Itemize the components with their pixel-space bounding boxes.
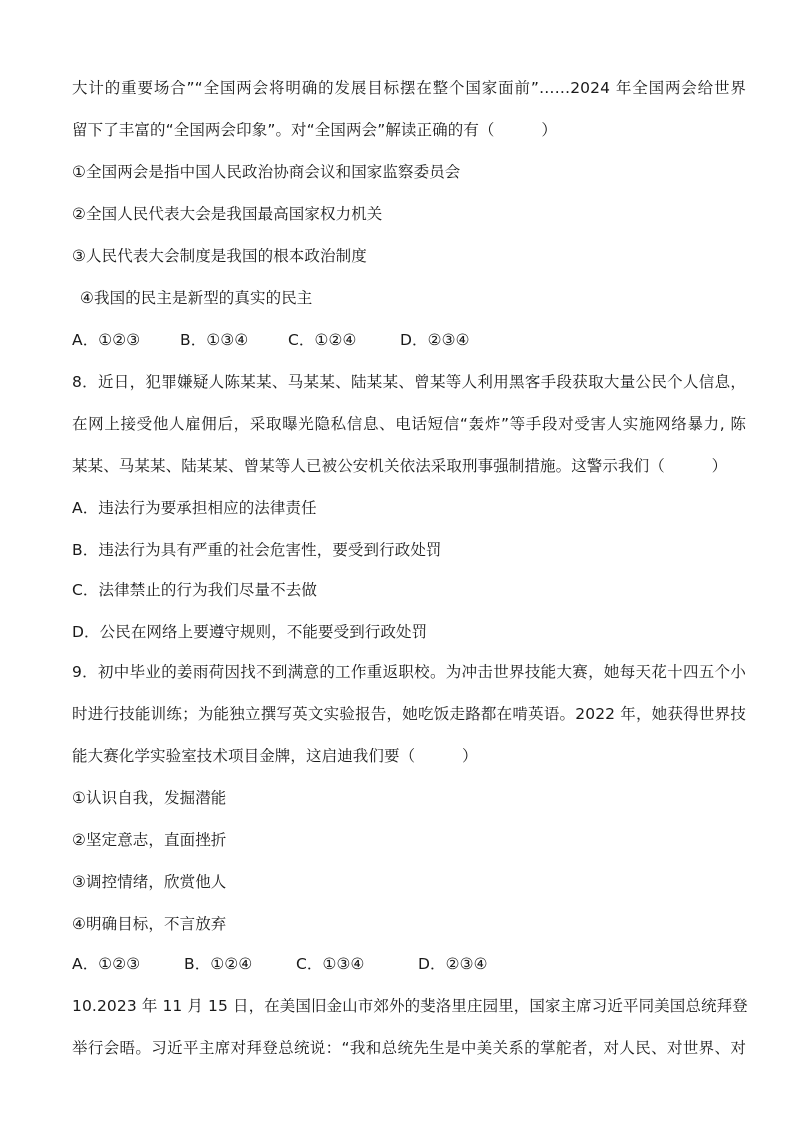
question-9-text-line-3: 能大赛化学实验室技术项目金牌，这启迪我们要（ ） — [72, 747, 478, 765]
question-7-text-line-2: 留下了丰富的“全国两会印象”。对“全国两会”解读正确的有（ ） — [72, 121, 557, 139]
question-9-text-line-2: 时进行技能训练；为能独立撰写英文实验报告，她吃饭走路都在啃英语。2022 年，她获得世界技 — [72, 705, 746, 723]
question-10-text-line-2: 举行会晤。习近平主席对拜登总统说：“我和总统先生是中美关系的掌舵者，对人民、对世界、对 — [72, 1039, 746, 1057]
question-9-text-line-1: 9．初中毕业的姜雨荷因找不到满意的工作重返职校。为冲击世界技能大赛，她每天花十四五个小 — [72, 663, 746, 681]
question-7-option-b[interactable]: B．①③④ — [180, 331, 249, 349]
question-9-statement-2: ②坚定意志，直面挫折 — [72, 831, 227, 849]
question-8-text-line-3: 某某、马某某、陆某某、曾某等人已被公安机关依法采取刑事强制措施。这警示我们（ ） — [72, 457, 728, 475]
question-9-option-c[interactable]: C．①③④ — [296, 955, 365, 973]
question-7-statement-4: ④我国的民主是新型的真实的民主 — [80, 289, 313, 307]
question-7-options — [72, 330, 746, 350]
question-7-option-c[interactable]: C．①②④ — [288, 331, 357, 349]
question-7-option-d[interactable]: D．②③④ — [400, 331, 470, 349]
question-9-option-b[interactable]: B．①②④ — [184, 955, 253, 973]
question-10-text-line-1: 10.2023 年 11 月 15 日，在美国旧金山市郊外的斐洛里庄园里，国家主席习近平同美国总统拜登 — [72, 997, 748, 1015]
question-9-statement-3: ③调控情绪，欣赏他人 — [72, 873, 227, 891]
question-7-option-a[interactable]: A．①②③ — [72, 331, 141, 349]
question-8-option-c[interactable]: C．法律禁止的行为我们尽量不去做 — [72, 581, 317, 599]
question-8-option-a[interactable]: A．违法行为要承担相应的法律责任 — [72, 499, 317, 517]
question-9-options — [72, 954, 746, 974]
question-9-statement-4: ④明确目标，不言放弃 — [72, 915, 227, 933]
question-9-statement-1: ①认识自我，发掘潜能 — [72, 789, 227, 807]
question-7-statement-1: ①全国两会是指中国人民政治协商会议和国家监察委员会 — [72, 163, 461, 181]
question-9-option-a[interactable]: A．①②③ — [72, 955, 141, 973]
question-8-option-d[interactable]: D．公民在网络上要遵守规则，不能要受到行政处罚 — [72, 623, 428, 641]
question-8-option-b[interactable]: B．违法行为具有严重的社会危害性，要受到行政处罚 — [72, 541, 442, 559]
question-9-option-d[interactable]: D．②③④ — [418, 955, 488, 973]
question-7-statement-3: ③人民代表大会制度是我国的根本政治制度 — [72, 247, 367, 265]
question-8-text-line-2: 在网上接受他人雇佣后，采取曝光隐私信息、电话短信“轰炸”等手段对受害人实施网络暴力, 陈 — [72, 415, 746, 433]
question-8-text-line-1: 8．近日，犯罪嫌疑人陈某某、马某某、陆某某、曾某等人利用黑客手段获取大量公民个人信息， — [72, 373, 746, 391]
question-7-statement-2: ②全国人民代表大会是我国最高国家权力机关 — [72, 205, 383, 223]
question-7-text-line-1: 大计的重要场合”“全国两会将明确的发展目标摆在整个国家面前”……2024 年全国两会给世界 — [72, 79, 746, 97]
